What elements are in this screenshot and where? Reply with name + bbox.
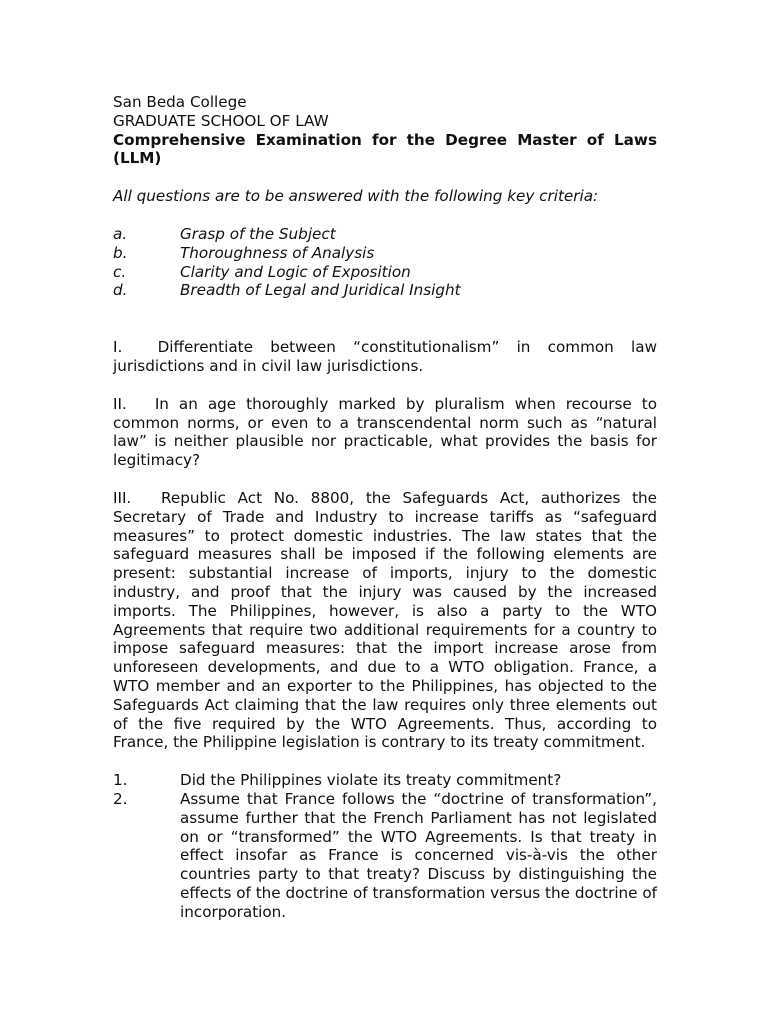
criteria-text: Breadth of Legal and Juridical Insight <box>180 281 461 300</box>
sub-question-list <box>113 771 657 921</box>
criteria-text: Thoroughness of Analysis <box>180 243 375 262</box>
question-text: Differentiate between “constitutionalism” in common law jurisdictions and in civil law jurisdictions. <box>113 338 657 375</box>
criteria-item <box>113 225 657 244</box>
sub-question-text: Did the Philippines violate its treaty commitment? <box>180 771 562 790</box>
question-text: Republic Act No. 8800, the Safeguards Act, authorizes the Secretary of Trade and Industry to increase tariffs as “safeguard measures” to protect domestic industries. The law states that the safeguard measures shall be imposed if the following elements are present: substantial increase of imports, injury to the domestic industry, and proof that the injury was caused by the increased imports. The Philippines, however, is also a party to the WTO Agreements that require two additional requirements for a country to impose safeguard measures: that the import increase arose from unforeseen developments, and due to a WTO obligation. France, a WTO member and an exporter to the Philippines, has objected to the Safeguards Act claiming that the law requires only three elements out of the five required by the WTO Agreements. Thus, according to France, the Philippine legislation is contrary to its treaty commitment. <box>113 488 658 752</box>
question-number: III. <box>113 488 132 507</box>
sub-question <box>113 790 657 922</box>
question-number: I. <box>113 338 123 357</box>
criteria-item <box>113 281 657 300</box>
criteria-marker: b. <box>113 243 128 262</box>
sub-question-number: 1. <box>113 771 128 790</box>
college-name: San Beda College <box>113 93 247 111</box>
sub-question <box>113 771 657 790</box>
exam-document <box>113 93 657 921</box>
document-header <box>113 93 657 168</box>
exam-title: Comprehensive Examination for the Degree Master of Laws (LLM) <box>113 130 657 168</box>
criteria-text: Grasp of the Subject <box>180 224 336 243</box>
question-number: II. <box>113 394 127 413</box>
criteria-marker: d. <box>113 281 128 300</box>
criteria-marker: a. <box>113 224 128 243</box>
question-3 <box>113 489 657 752</box>
criteria-item <box>113 244 657 263</box>
criteria-item <box>113 263 657 282</box>
criteria-list <box>113 225 657 300</box>
question-1 <box>113 338 657 376</box>
question-text: In an age thoroughly marked by pluralism when recourse to common norms, or even to a transcendental norm such as “natural law” is neither plausible nor practicable, what provides the basis for legitimacy? <box>113 394 658 470</box>
question-2 <box>113 395 657 470</box>
sub-question-text: Assume that France follows the “doctrine of transformation”, assume further that the French Parliament has not legislated on or “transformed” the WTO Agreements. Is that treaty in effect insofar as France is concerned vis-à-vis the other countries party to that treaty? Discuss by distinguishing the effects of the doctrine of transformation versus the doctrine of incorporation. <box>180 789 657 921</box>
criteria-marker: c. <box>113 262 127 281</box>
criteria-text: Clarity and Logic of Exposition <box>180 262 411 281</box>
school-name: GRADUATE SCHOOL OF LAW <box>113 111 329 130</box>
criteria-intro: All questions are to be answered with the following key criteria: <box>113 187 599 206</box>
sub-question-number: 2. <box>113 789 128 808</box>
